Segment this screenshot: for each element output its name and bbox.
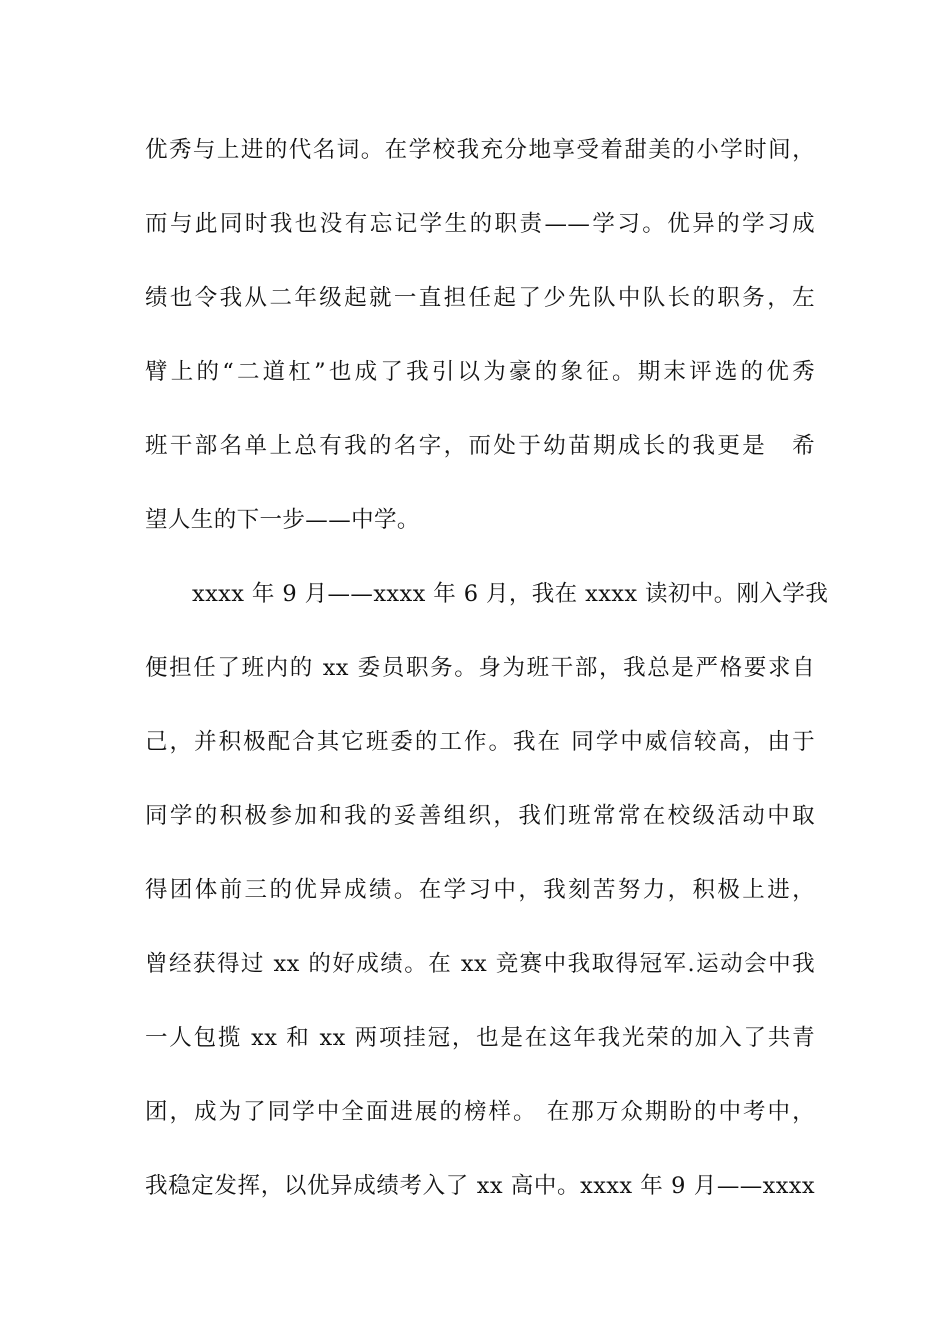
text-line-12: 曾经获得过 xx 的好成绩。在 xx 竞赛中我取得冠军.运动会中我 — [145, 951, 815, 977]
text-line-15: 我稳定发挥，以优异成绩考入了 xx 高中。xxxx 年 9 月——xxxx — [145, 1173, 815, 1199]
text-line-6: 望人生的下一步——中学。 — [145, 507, 420, 533]
text-line-4: 臂上的“二道杠”也成了我引以为豪的象征。期末评选的优秀 — [145, 359, 815, 385]
text-line-9: 己，并积极配合其它班委的工作。我在 同学中威信较高，由于 — [145, 729, 815, 755]
text-line-10: 同学的积极参加和我的妥善组织，我们班常常在校级活动中取 — [145, 803, 815, 829]
text-line-13: 一人包揽 xx 和 xx 两项挂冠，也是在这年我光荣的加入了共青 — [145, 1025, 815, 1051]
text-line-3: 绩也令我从二年级起就一直担任起了少先队中队长的职务，左 — [145, 285, 815, 311]
text-line-7: xxxx 年 9 月——xxxx 年 6 月，我在 xxxx 读初中。刚入学我 — [192, 581, 829, 607]
text-line-8: 便担任了班内的 xx 委员职务。身为班干部，我总是严格要求自 — [145, 655, 815, 681]
text-line-5: 班干部名单上总有我的名字，而处于幼苗期成长的我更是 希 — [145, 433, 815, 459]
text-line-11: 得团体前三的优异成绩。在学习中，我刻苦努力，积极上进， — [145, 877, 815, 903]
body-text — [145, 128, 829, 1238]
text-line-14: 团，成为了同学中全面进展的榜样。 在那万众期盼的中考中， — [145, 1099, 815, 1125]
text-line-2: 而与此同时我也没有忘记学生的职责——学习。优异的学习成 — [145, 211, 815, 237]
text-line-1: 优秀与上进的代名词。在学校我充分地享受着甜美的小学时间， — [145, 137, 815, 163]
